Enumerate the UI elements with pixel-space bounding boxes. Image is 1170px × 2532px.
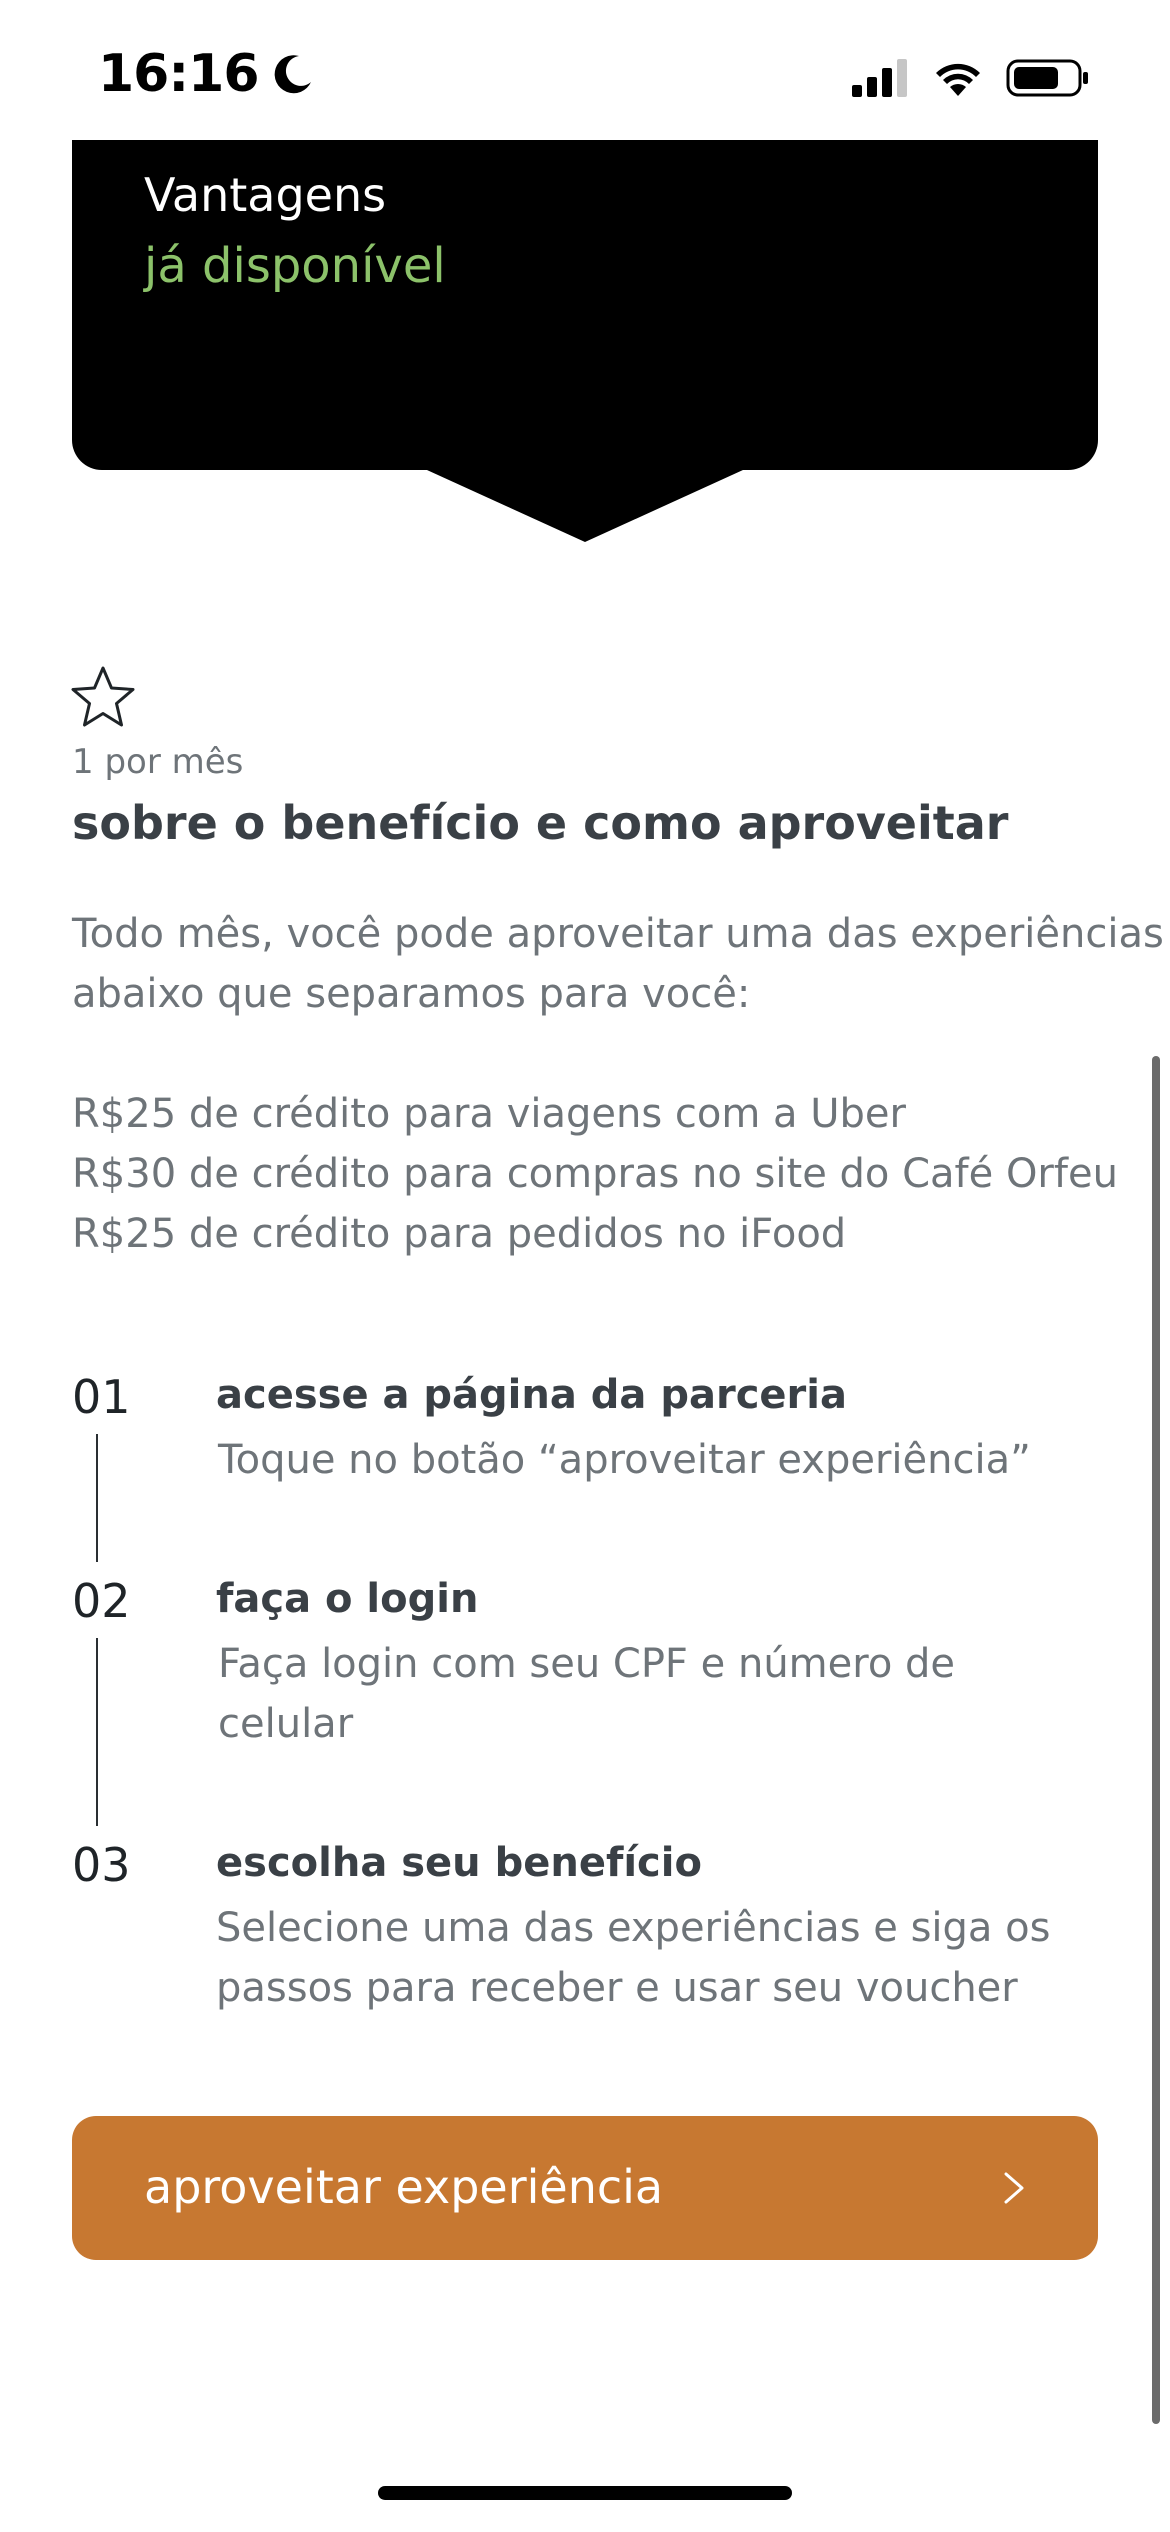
step-connector	[96, 1638, 98, 1826]
step-title: faça o login	[216, 1576, 479, 1622]
aproveitar-experiencia-button[interactable]	[72, 2116, 1098, 2260]
home-indicator[interactable]	[378, 2486, 792, 2500]
description-line-2: abaixo que separamos para você:	[72, 971, 751, 1017]
step-number: 03	[72, 1838, 131, 1892]
status-icons	[852, 58, 1090, 98]
step-text: passos para receber e usar seu voucher	[216, 1965, 1018, 2011]
chevron-right-icon	[994, 2168, 1034, 2208]
cta-label: aproveitar experiência	[144, 2160, 664, 2214]
banner-pointer	[0, 460, 1170, 550]
star-icon	[70, 664, 136, 730]
battery-icon	[1006, 58, 1090, 98]
status-time	[98, 44, 315, 104]
cellular-signal-icon	[852, 59, 910, 97]
scrollbar[interactable]	[1152, 1056, 1160, 2424]
step-text: celular	[218, 1701, 354, 1747]
section-title: sobre o benefício e como aproveitar	[72, 796, 1009, 850]
benefit-option-cafe-orfeu: R$30 de crédito para compras no site do Café Orfeu	[72, 1151, 1118, 1197]
benefit-option-uber: R$25 de crédito para viagens com a Uber	[72, 1091, 906, 1137]
step-number: 02	[72, 1574, 131, 1628]
wifi-icon	[932, 59, 984, 97]
step-number: 01	[72, 1370, 131, 1424]
description-line-1: Todo mês, você pode aproveitar uma das experiências	[72, 911, 1164, 957]
status-bar	[0, 0, 1170, 140]
moon-icon	[271, 52, 315, 96]
step-title: acesse a página da parceria	[216, 1372, 847, 1418]
banner-title: Vantagens	[144, 168, 387, 222]
clock-text: 16:16	[98, 44, 259, 104]
step-title: escolha seu benefício	[216, 1840, 702, 1886]
benefit-option-ifood: R$25 de crédito para pedidos no iFood	[72, 1211, 847, 1257]
benefit-frequency: 1 por mês	[72, 742, 244, 782]
banner-status: já disponível	[144, 238, 446, 294]
step-text: Selecione uma das experiências e siga os	[216, 1905, 1051, 1951]
step-connector	[96, 1434, 98, 1562]
step-text: Toque no botão “aproveitar experiência”	[218, 1437, 1031, 1483]
step-text: Faça login com seu CPF e número de	[218, 1641, 956, 1687]
